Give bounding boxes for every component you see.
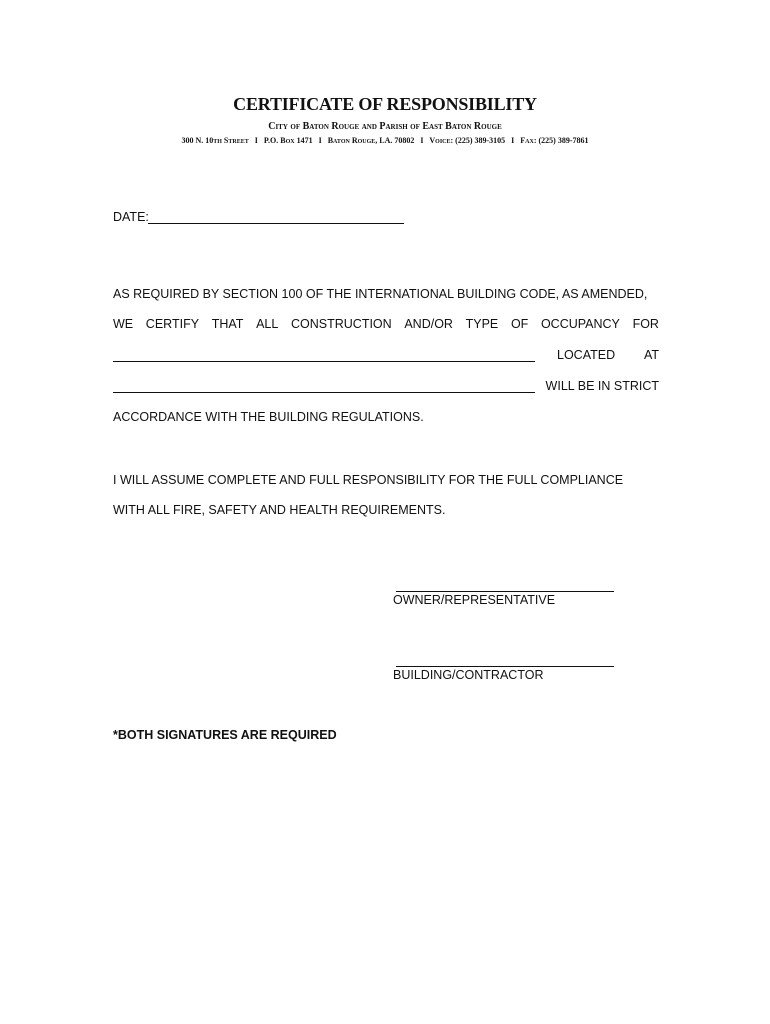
word: AT	[643, 348, 659, 362]
word: LOCATED	[557, 348, 616, 362]
located-at-text	[557, 348, 659, 362]
statement-line-2	[113, 317, 659, 331]
city-state-zip: Baton Rouge, LA. 70802	[327, 136, 415, 145]
word: CONSTRUCTION	[290, 317, 392, 331]
statement-line-5: ACCORDANCE WITH THE BUILDING REGULATIONS.	[113, 410, 424, 424]
word: AND/OR	[404, 317, 453, 331]
strict-text: WILL BE IN STRICT	[545, 379, 659, 393]
address-separator: I	[511, 136, 515, 145]
occupancy-field[interactable]	[113, 361, 535, 362]
contractor-signature-line[interactable]	[396, 666, 614, 667]
date-label: DATE:	[113, 210, 149, 224]
contractor-signature-label: BUILDING/CONTRACTOR	[393, 668, 544, 682]
address-separator: I	[254, 136, 258, 145]
word: ALL	[256, 317, 279, 331]
word: FOR	[632, 317, 659, 331]
document-title: CERTIFICATE OF RESPONSIBILITY	[233, 94, 537, 114]
word: CERTIFY	[145, 317, 200, 331]
address-separator: I	[420, 136, 424, 145]
street-address: 300 N. 10th Street	[181, 136, 249, 145]
location-field[interactable]	[113, 392, 535, 393]
issuer-line: City of Baton Rouge and Parish of East Baton Rouge	[268, 121, 502, 132]
responsibility-line-1: I WILL ASSUME COMPLETE AND FULL RESPONSIBILITY FOR THE FULL COMPLIANCE	[113, 473, 624, 487]
word: OF	[510, 317, 529, 331]
word: OCCUPANCY	[540, 317, 620, 331]
address-separator: I	[318, 136, 322, 145]
signature-requirement-note: *BOTH SIGNATURES ARE REQUIRED	[113, 728, 337, 742]
responsibility-line-2: WITH ALL FIRE, SAFETY AND HEALTH REQUIREMENTS.	[113, 503, 446, 517]
date-field[interactable]	[148, 223, 404, 224]
word: WE	[113, 317, 134, 331]
statement-line-1: AS REQUIRED BY SECTION 100 OF THE INTERNATIONAL BUILDING CODE, AS AMENDED,	[113, 287, 648, 301]
word: THAT	[211, 317, 244, 331]
address-line	[0, 136, 770, 145]
owner-signature-line[interactable]	[396, 591, 614, 592]
voice-number: Voice: (225) 389-3105	[429, 136, 506, 145]
owner-signature-label: OWNER/REPRESENTATIVE	[393, 593, 556, 607]
fax-number: Fax: (225) 389-7861	[520, 136, 589, 145]
po-box: P.O. Box 1471	[263, 136, 313, 145]
word: TYPE	[465, 317, 499, 331]
